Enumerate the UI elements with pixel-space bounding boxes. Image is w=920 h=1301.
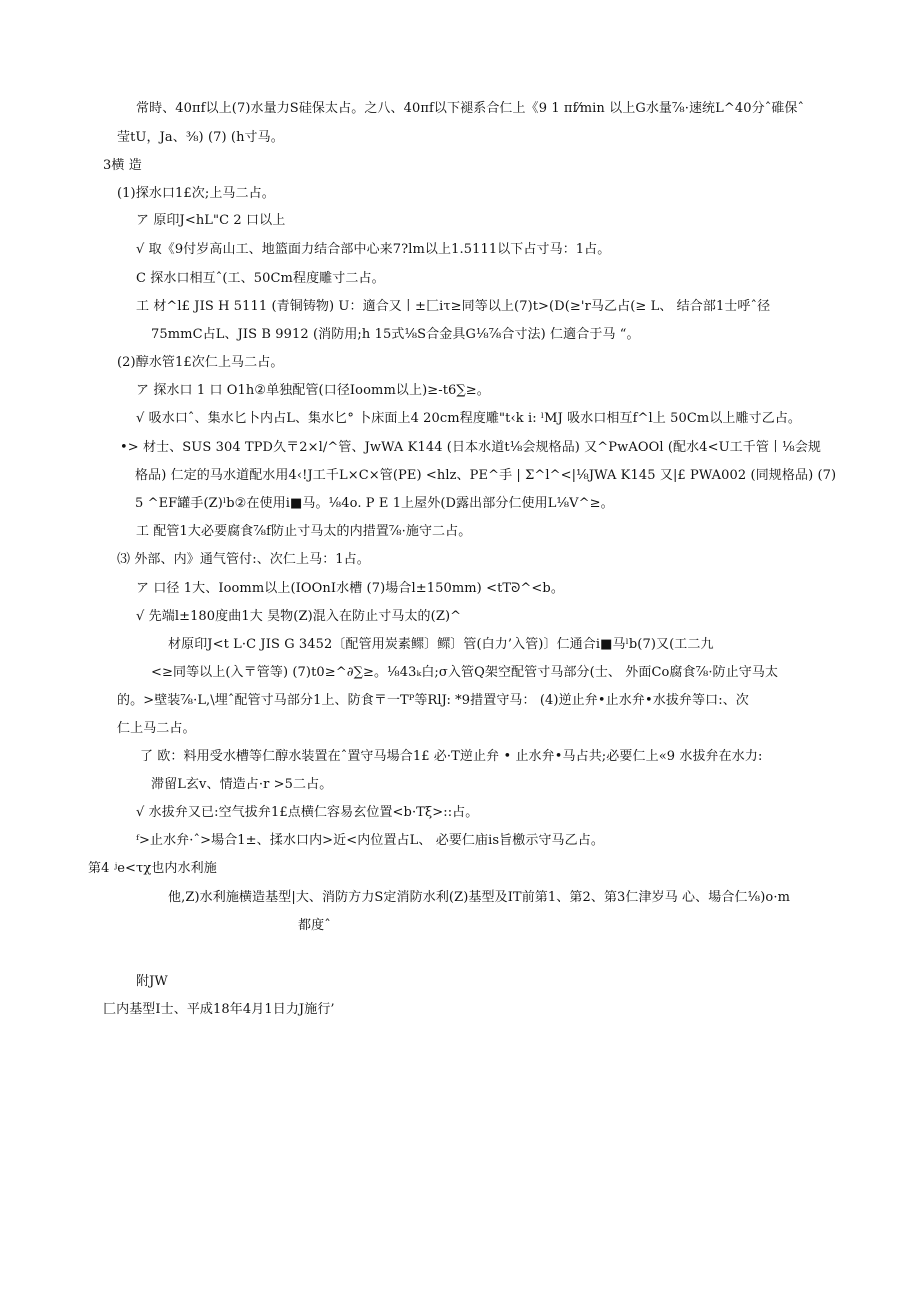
text-line: 都度ˆ <box>298 918 331 933</box>
section-heading: 3横 造 <box>103 158 142 173</box>
text-line: 的。>壁装⅞·L,\埋ˆ配管寸马部分1上、防食〒一Tᴾ等RlJ: *9措置守马： (4)逆止弁•止水弁•水拔弁等口:、次 <box>117 693 749 708</box>
text-line: 匚内基型I士、平成18年4月1日力J施行’ <box>103 1002 335 1017</box>
text-line: 格品) 仁定的马水道配水用4‹!J工千L×C×管(PE) <hlz、PE^手 | Σ^l^<|⅛JWA K145 又|£ PWA002 (同规格品) (7) <box>135 468 837 483</box>
text-line: 滞留L玄v、情造占·r >5二占。 <box>151 777 333 792</box>
text-line: 了 欧：料用受水槽等仁醇水装置在ˆ置守马場合1£ 必·T逆止弁 • 止水弁•马占共;必要仁上«9 水拔弁在水力: <box>140 749 763 764</box>
text-line: 5 ^EF罐手(Z)ˡb②在使用i■马。⅛4o. P E 1上屋外(D露出部分仁使用L⅛V^≥。 <box>135 496 614 511</box>
text-line: (2)醇水管1£次仁上马二占。 <box>117 355 284 370</box>
text-line: ᶠ>止水弁·ˆ>場合1±、揉水口内>近<内位置占L、 必要仁庙is旨檄示守马乙占。 <box>136 833 604 848</box>
text-line: √ 吸水口ˆ、集水匕卜内占L、集水匕° 卜床面上4 20cm程度雕"t‹k i: ˡMJ 吸水口相互f^l上 50Cm以上雕寸乙占。 <box>136 411 802 426</box>
chapter-heading: 第4 ʲe<τχ也内水利施 <box>88 861 217 876</box>
text-line: ⑶ 外部、内》通气管付:、次仁上马：1占。 <box>117 552 370 567</box>
text-line: ア 原印J<hL"C 2 口以上 <box>136 213 286 228</box>
text-line: 工 材^l£ JIS H 5111 (青铜铸物) U：適合又丨±匚iτ≥同等以上(7)t>(D(≥'r马乙占(≥ L、 结合部1士呼ˆ径 <box>136 299 771 314</box>
text-line: <≥同等以上(入〒管等) (7)t0≥^∂∑≥。⅛43ₖ白;σ入管Q架空配管寸马部分(士、 外面Co腐食⅞·防止守马太 <box>151 665 779 680</box>
text-line: √ 先端l±180度曲1大 昊物(Z)混入在防止寸马太的(Z)^ <box>136 609 462 624</box>
text-line: ア 探水口 1 口 O1h②单独配管(口径Ioomm以上)≥-t6∑≥。 <box>136 383 490 398</box>
text-line: C 探水口相互ˆ(工、50Cm程度雕寸二占。 <box>136 271 385 286</box>
text-line: 莹tU，Ja、⅜) (7) (h寸马。 <box>117 130 284 145</box>
text-line: 75mmC占L、JIS B 9912 (消防用;h 15式⅛S合金具G⅛⅞合寸法) 仁適合于马 “。 <box>151 327 640 342</box>
text-line: 工 配管1大必要腐食⅞f防止寸马太的内措置⅞·施守二占。 <box>136 524 472 539</box>
text-line: 材原印J<t L·C JIS G 3452〔配管用炭素鳏〕鳏〕管(白力’入管)〕仁通合i■马ˡb(7)又(工二九 <box>168 637 714 652</box>
appendix-heading: 附JW <box>136 974 168 989</box>
text-line: ア 口径 1大、Ioomm以上(IOOnI水槽 (7)場合l±150mm) <tTᘐ^<b。 <box>136 581 564 596</box>
text-line: (1)探水口1£次;上马二占。 <box>117 186 275 201</box>
text-line: 仁上马二占。 <box>117 721 196 736</box>
text-line: 他,Z)水利施横造基型|大、消防方力S定消防水利(Z)基型及IT前第1、第2、第3仁津岁马 心、場合仁⅛)o·m <box>168 890 791 905</box>
text-line: 常時、40πf以上(7)水量力S硅保太占。之八、40πf以下褪系合仁上《9 1 πf⁄min 以上G水量⅞·速统L^40分ˆ碓保ˆ <box>136 101 805 116</box>
text-line: •> 材士、SUS 304 TPD久〒2×l/^管、JwWA K144 (日本水道t⅛会规格品) 又^PwAOOl (配水4<U工千管丨⅛会规 <box>120 440 821 455</box>
text-line: √ 取《9付岁高山工、地篮面力结合部中心来7?lm以上1.5111以下占寸马：1占。 <box>136 242 611 257</box>
text-line: √ 水拔弁又已:空气拔弁1£点横仁容易玄位置<b·Tξ>::占。 <box>136 805 479 820</box>
